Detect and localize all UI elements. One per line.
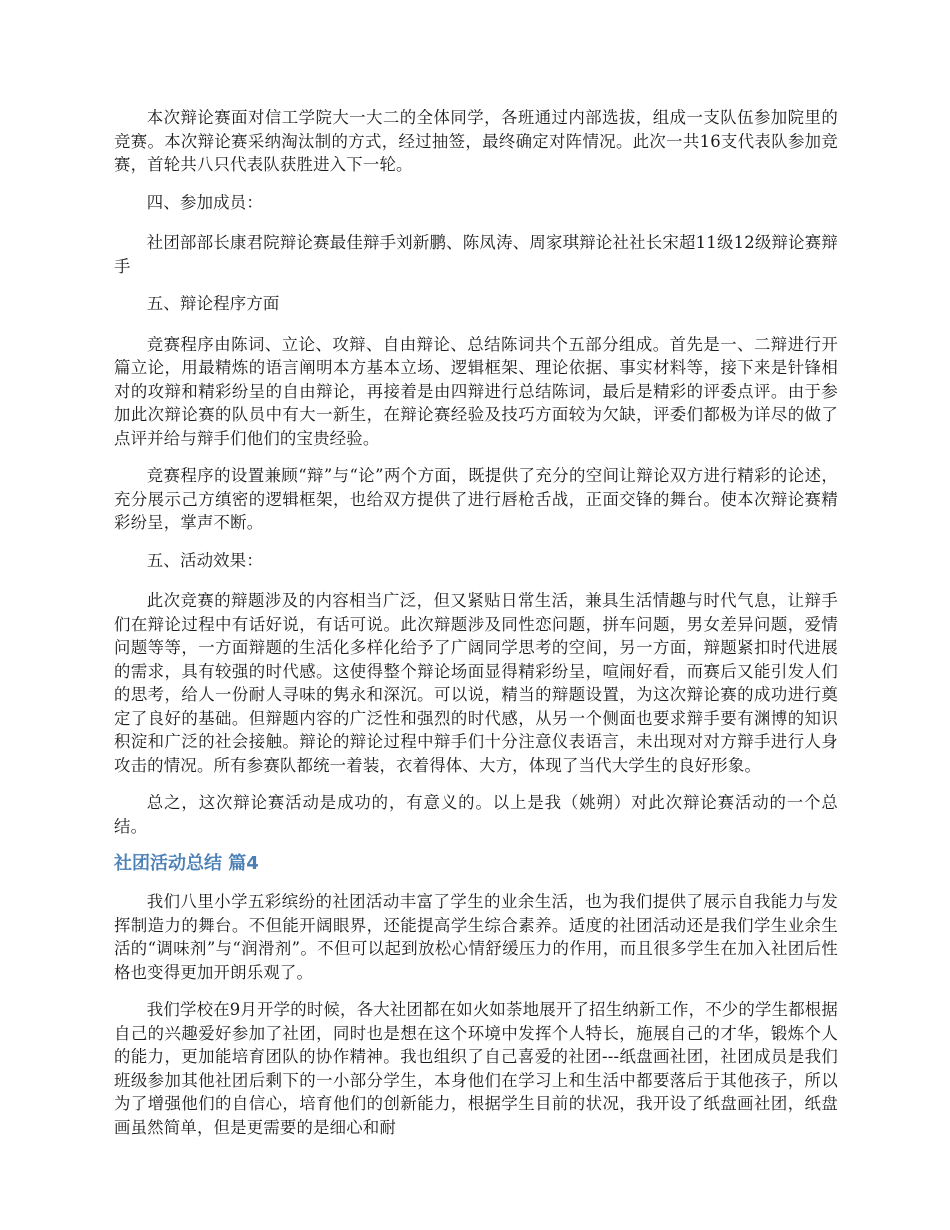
paragraph-conclusion: 总之，这次辩论赛活动是成功的，有意义的。以上是我（姚朔）对此次辩论赛活动的一个总结。	[114, 793, 838, 836]
section-title: 社团活动总结 篇4	[114, 853, 259, 874]
paragraph-club-intro: 我们八里小学五彩缤纷的社团活动丰富了学生的业余生活，也为我们提供了展示自我能力与发挥制造力的舞台。不但能开阔眼界，还能提高学生综合素养。适度的社团活动还是我们学生业余生活的“调味剂”与“润滑剂”。不但可以起到放松心情舒缓压力的作用，而且很多学生在加入社团后性格也变得更加开朗乐观了。	[114, 892, 838, 982]
paragraph-procedure: 竞赛程序由陈词、立论、攻辩、自由辩论、总结陈词共个五部分组成。首先是一、二辩进行开篇立论，用最精炼的语言阐明本方基本立场、逻辑框架、理论依据、事实材料等，接下来是针锋相对的攻辩和精彩纷呈的自由辩论，再接着是由四辩进行总结陈词，最后是精彩的评委点评。由于参加此次辩论赛的队员中有大一新生，在辩论赛经验及技巧方面较为欠缺，评委们都极为详尽的做了点评并给与辩手们他们的宝贵经验。	[114, 334, 838, 448]
paragraph-members: 社团部部长康君院辩论赛最佳辩手刘新鹏、陈凤涛、周家琪辩论社社长宋超11级12级辩论赛辩手	[114, 233, 838, 276]
paragraph-procedure-heading: 五、辩论程序方面	[146, 294, 280, 313]
paragraph-procedure-design: 竞赛程序的设置兼顾“辩”与“论”两个方面，既提供了充分的空间让辩论双方进行精彩的论述，充分展示己方缜密的逻辑框架，也给双方提供了进行唇枪舌战，正面交锋的舞台。使本次辩论赛精彩纷呈，掌声不断。	[114, 466, 838, 532]
paragraph-effect-heading: 五、活动效果：	[146, 550, 263, 570]
paragraph-debate-intro: 本次辩论赛面对信工学院大一大二的全体同学，各班通过内部选拔，组成一支队伍参加院里的竞赛。本次辩论赛采纳淘汰制的方式，经过抽签，最终确定对阵情况。此次一共16支代表队参加竞赛，首轮共八只代表队获胜进入下一轮。	[114, 108, 838, 174]
paragraph-club-details: 我们学校在9月开学的时候，各大社团都在如火如荼地展开了招生纳新工作，不少的学生都根据自己的兴趣爱好参加了社团，同时也是想在这个环境中发挥个人特长，施展自己的才华，锻炼个人的能力，更加能培育团队的协作精神。我也组织了自己喜爱的社团---纸盘画社团，社团成员是我们班级参加其他社团后剩下的一小部分学生，本身他们在学习上和生活中都要落后于其他孩子，所以为了增强他们的自信心，培育他们的创新能力，根据学生目前的状况，我开设了纸盘画社团，纸盘画虽然简单，但是更需要的是细心和耐	[114, 1000, 838, 1137]
paragraph-members-heading: 四、参加成员：	[146, 192, 263, 212]
document-body	[114, 106, 838, 1153]
paragraph-effect: 此次竞赛的辩题涉及的内容相当广泛，但又紧贴日常生活，兼具生活情趣与时代气息，让辩手们在辩论过程中有话好说，有话可说。此次辩题涉及同性恋问题，拼车问题，男女差异问题，爱情问题等等，一方面辩题的生活化多样化给予了广阔同学思考的空间，另一方面，辩题紧扣时代进展的需求，具有较强的时代感。这使得整个辩论场面显得精彩纷呈，喧闹好看，而赛后又能引发人们的思考，给人一份耐人寻味的隽永和深沉。可以说，精当的辩题设置，为这次辩论赛的成功进行奠定了良好的基础。但辩题内容的广泛性和强烈的时代感，从另一个侧面也要求辩手要有渊博的知识积淀和广泛的社会接触。辩论的辩论过程中辩手们十分注意仪表语言，未出现对对方辩手进行人身攻击的情况。所有参赛队都统一着装，衣着得体、大方，体现了当代大学生的良好形象。	[114, 591, 838, 775]
